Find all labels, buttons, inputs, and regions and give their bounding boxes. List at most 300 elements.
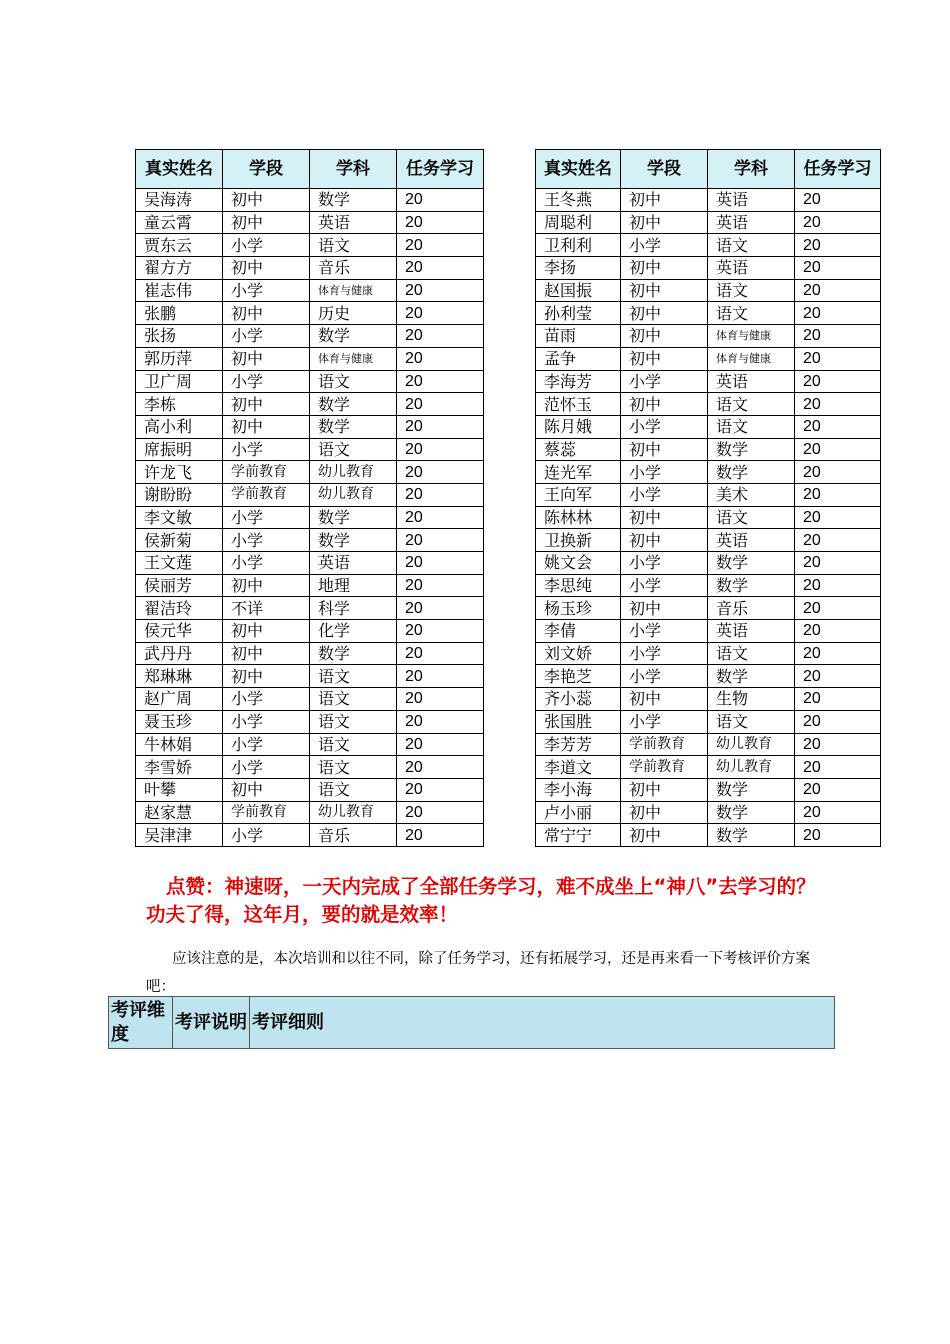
name-cell: 连光军 xyxy=(536,461,621,484)
table-row xyxy=(536,461,881,484)
table-row xyxy=(136,461,484,484)
task-score-cell: 20 xyxy=(397,574,484,597)
table-row xyxy=(536,189,881,212)
stage-cell: 初中 xyxy=(223,642,310,665)
table-row xyxy=(136,778,484,801)
table-row xyxy=(536,801,881,824)
task-score-cell: 20 xyxy=(795,552,881,575)
table-row xyxy=(536,393,881,416)
stage-cell: 初中 xyxy=(223,257,310,280)
task-score-cell: 20 xyxy=(397,506,484,529)
name-cell: 卫广周 xyxy=(136,370,223,393)
stage-cell: 初中 xyxy=(223,665,310,688)
name-cell: 常宁宁 xyxy=(536,824,621,847)
table-row xyxy=(536,574,881,597)
name-cell: 吴海涛 xyxy=(136,189,223,212)
stage-cell: 小学 xyxy=(621,234,708,257)
praise-text: 点赞：神速呀，一天内完成了全部任务学习，难不成坐上“神八”去学习的？功夫了得，这年月，要的就是效率！ xyxy=(146,875,816,926)
stage-cell: 初中 xyxy=(621,189,708,212)
table-row xyxy=(536,325,881,348)
table-row xyxy=(136,529,484,552)
task-score-cell: 20 xyxy=(795,438,881,461)
task-score-cell: 20 xyxy=(795,189,881,212)
task-score-cell: 20 xyxy=(397,370,484,393)
table-row xyxy=(136,801,484,824)
task-score-cell: 20 xyxy=(397,438,484,461)
subject-cell: 生物 xyxy=(708,688,795,711)
stage-cell: 小学 xyxy=(621,665,708,688)
table-row xyxy=(136,325,484,348)
name-cell: 高小利 xyxy=(136,415,223,438)
task-score-cell: 20 xyxy=(397,665,484,688)
stage-cell: 小学 xyxy=(621,710,708,733)
stage-cell: 小学 xyxy=(223,756,310,779)
task-score-cell: 20 xyxy=(795,211,881,234)
subject-cell: 英语 xyxy=(310,211,397,234)
subject-cell: 语文 xyxy=(708,415,795,438)
stage-cell: 初中 xyxy=(223,393,310,416)
task-score-cell: 20 xyxy=(397,189,484,212)
table-row xyxy=(536,824,881,847)
table-row xyxy=(136,756,484,779)
table-row xyxy=(136,189,484,212)
subject-cell: 语文 xyxy=(310,733,397,756)
stage-cell: 小学 xyxy=(223,325,310,348)
subject-cell: 数学 xyxy=(708,778,795,801)
name-cell: 翟洁玲 xyxy=(136,597,223,620)
stage-cell: 初中 xyxy=(621,824,708,847)
stage-cell: 初中 xyxy=(621,438,708,461)
subject-cell: 数学 xyxy=(708,461,795,484)
stage-cell: 初中 xyxy=(621,529,708,552)
subject-cell: 英语 xyxy=(708,529,795,552)
subject-cell: 语文 xyxy=(310,710,397,733)
stage-cell: 学前教育 xyxy=(621,733,708,756)
task-score-cell: 20 xyxy=(795,393,881,416)
stage-cell: 小学 xyxy=(223,370,310,393)
stage-cell: 学前教育 xyxy=(223,801,310,824)
name-cell: 范怀玉 xyxy=(536,393,621,416)
name-cell: 侯元华 xyxy=(136,620,223,643)
name-cell: 卫换新 xyxy=(536,529,621,552)
stage-cell: 初中 xyxy=(621,801,708,824)
name-cell: 翟方方 xyxy=(136,257,223,280)
stage-cell: 学前教育 xyxy=(223,483,310,506)
table-row xyxy=(136,302,484,325)
name-cell: 童云霄 xyxy=(136,211,223,234)
subject-cell: 美术 xyxy=(708,483,795,506)
header-name: 真实姓名 xyxy=(536,150,621,189)
subject-cell: 地理 xyxy=(310,574,397,597)
name-cell: 侯新菊 xyxy=(136,529,223,552)
stage-cell: 小学 xyxy=(223,688,310,711)
header-stage: 学段 xyxy=(621,150,708,189)
task-score-cell: 20 xyxy=(795,529,881,552)
table-row xyxy=(536,733,881,756)
task-score-cell: 20 xyxy=(397,257,484,280)
task-score-cell: 20 xyxy=(397,756,484,779)
name-cell: 李倩 xyxy=(536,620,621,643)
table-row xyxy=(136,211,484,234)
name-cell: 李文敏 xyxy=(136,506,223,529)
subject-cell: 英语 xyxy=(708,211,795,234)
name-cell: 赵广周 xyxy=(136,688,223,711)
table-header-row xyxy=(536,150,881,189)
name-cell: 张国胜 xyxy=(536,710,621,733)
table-row xyxy=(536,234,881,257)
stage-cell: 初中 xyxy=(621,279,708,302)
task-score-cell: 20 xyxy=(397,325,484,348)
stage-cell: 初中 xyxy=(621,257,708,280)
subject-cell: 数学 xyxy=(310,415,397,438)
subject-cell: 音乐 xyxy=(310,824,397,847)
stage-cell: 初中 xyxy=(223,574,310,597)
task-score-cell: 20 xyxy=(795,620,881,643)
task-score-cell: 20 xyxy=(397,415,484,438)
name-cell: 吴津津 xyxy=(136,824,223,847)
table-row xyxy=(136,506,484,529)
task-score-cell: 20 xyxy=(795,710,881,733)
task-score-cell: 20 xyxy=(397,483,484,506)
task-score-cell: 20 xyxy=(795,597,881,620)
stage-cell: 小学 xyxy=(223,234,310,257)
table-row xyxy=(136,552,484,575)
name-cell: 姚文会 xyxy=(536,552,621,575)
name-cell: 张扬 xyxy=(136,325,223,348)
task-score-cell: 20 xyxy=(795,257,881,280)
stage-cell: 初中 xyxy=(621,211,708,234)
subject-cell: 幼儿教育 xyxy=(310,461,397,484)
subject-cell: 语文 xyxy=(708,506,795,529)
subject-cell: 英语 xyxy=(708,257,795,280)
stage-cell: 初中 xyxy=(621,688,708,711)
name-cell: 王冬燕 xyxy=(536,189,621,212)
subject-cell: 语文 xyxy=(310,665,397,688)
task-score-cell: 20 xyxy=(795,688,881,711)
subject-cell: 化学 xyxy=(310,620,397,643)
evaluation-header-row xyxy=(109,997,835,1049)
task-score-cell: 20 xyxy=(795,347,881,370)
table-header-row xyxy=(136,150,484,189)
header-task: 任务学习 xyxy=(397,150,484,189)
table-row xyxy=(536,257,881,280)
name-cell: 王文莲 xyxy=(136,552,223,575)
name-cell: 赵国振 xyxy=(536,279,621,302)
note-text: 应该注意的是，本次培训和以往不同，除了任务学习，还有拓展学习，还是再来看一下考核评价方案吧： xyxy=(146,951,810,995)
task-score-cell: 20 xyxy=(795,801,881,824)
name-cell: 苗雨 xyxy=(536,325,621,348)
stage-cell: 初中 xyxy=(621,506,708,529)
name-cell: 张鹏 xyxy=(136,302,223,325)
name-cell: 卫利利 xyxy=(536,234,621,257)
task-score-cell: 20 xyxy=(397,620,484,643)
table-row xyxy=(536,756,881,779)
subject-cell: 语文 xyxy=(310,688,397,711)
task-score-cell: 20 xyxy=(397,597,484,620)
table-row xyxy=(536,710,881,733)
name-cell: 李海芳 xyxy=(536,370,621,393)
stage-cell: 小学 xyxy=(223,529,310,552)
name-cell: 席振明 xyxy=(136,438,223,461)
header-task: 任务学习 xyxy=(795,150,881,189)
task-score-cell: 20 xyxy=(397,529,484,552)
table-row xyxy=(536,302,881,325)
task-score-cell: 20 xyxy=(795,483,881,506)
name-cell: 孙利莹 xyxy=(536,302,621,325)
stage-cell: 小学 xyxy=(621,620,708,643)
subject-cell: 幼儿教育 xyxy=(708,756,795,779)
subject-cell: 数学 xyxy=(708,801,795,824)
stage-cell: 小学 xyxy=(223,733,310,756)
subject-cell: 数学 xyxy=(310,393,397,416)
table-row xyxy=(536,370,881,393)
task-score-cell: 20 xyxy=(397,211,484,234)
task-score-cell: 20 xyxy=(795,824,881,847)
stage-cell: 小学 xyxy=(621,461,708,484)
stage-cell: 初中 xyxy=(621,325,708,348)
subject-cell: 体育与健康 xyxy=(708,325,795,348)
subject-cell: 语文 xyxy=(310,778,397,801)
task-score-cell: 20 xyxy=(795,370,881,393)
table-row xyxy=(536,438,881,461)
subject-cell: 数学 xyxy=(310,506,397,529)
name-cell: 杨玉珍 xyxy=(536,597,621,620)
name-cell: 陈林林 xyxy=(536,506,621,529)
task-score-cell: 20 xyxy=(397,461,484,484)
subject-cell: 数学 xyxy=(310,642,397,665)
name-cell: 周聪利 xyxy=(536,211,621,234)
subject-cell: 科学 xyxy=(310,597,397,620)
table-row xyxy=(536,415,881,438)
praise-paragraph xyxy=(146,873,826,929)
stage-cell: 小学 xyxy=(621,574,708,597)
task-score-cell: 20 xyxy=(397,733,484,756)
subject-cell: 幼儿教育 xyxy=(310,801,397,824)
stage-cell: 小学 xyxy=(621,415,708,438)
subject-cell: 数学 xyxy=(310,189,397,212)
task-score-cell: 20 xyxy=(397,824,484,847)
table-row xyxy=(136,597,484,620)
name-cell: 李小海 xyxy=(536,778,621,801)
subject-cell: 数学 xyxy=(708,665,795,688)
task-score-cell: 20 xyxy=(795,665,881,688)
task-score-cell: 20 xyxy=(795,506,881,529)
name-cell: 蔡蕊 xyxy=(536,438,621,461)
task-score-cell: 20 xyxy=(397,552,484,575)
table-row xyxy=(536,506,881,529)
stage-cell: 初中 xyxy=(621,347,708,370)
task-score-cell: 20 xyxy=(397,279,484,302)
eval-header-description: 考评说明 xyxy=(173,997,250,1049)
table-row xyxy=(136,620,484,643)
name-cell: 武丹丹 xyxy=(136,642,223,665)
name-cell: 李艳芝 xyxy=(536,665,621,688)
subject-cell: 数学 xyxy=(708,438,795,461)
stage-cell: 小学 xyxy=(223,824,310,847)
table-row xyxy=(136,370,484,393)
name-cell: 赵家慧 xyxy=(136,801,223,824)
table-row xyxy=(536,279,881,302)
task-score-cell: 20 xyxy=(795,461,881,484)
header-stage: 学段 xyxy=(223,150,310,189)
name-cell: 聂玉珍 xyxy=(136,710,223,733)
note-paragraph xyxy=(146,945,816,1001)
header-name: 真实姓名 xyxy=(136,150,223,189)
stage-cell: 小学 xyxy=(223,506,310,529)
subject-cell: 英语 xyxy=(708,620,795,643)
table-row xyxy=(536,778,881,801)
stage-cell: 初中 xyxy=(223,302,310,325)
table-row xyxy=(136,665,484,688)
subject-cell: 语文 xyxy=(708,393,795,416)
stage-cell: 不详 xyxy=(223,597,310,620)
name-cell: 郭历萍 xyxy=(136,347,223,370)
table-row xyxy=(136,688,484,711)
subject-cell: 体育与健康 xyxy=(310,347,397,370)
task-score-cell: 20 xyxy=(795,756,881,779)
table-row xyxy=(536,211,881,234)
stage-cell: 初中 xyxy=(223,189,310,212)
subject-cell: 数学 xyxy=(708,552,795,575)
stage-cell: 小学 xyxy=(223,552,310,575)
task-score-cell: 20 xyxy=(397,642,484,665)
table-row xyxy=(136,438,484,461)
stage-cell: 小学 xyxy=(223,710,310,733)
subject-cell: 语文 xyxy=(310,438,397,461)
name-cell: 侯丽芳 xyxy=(136,574,223,597)
name-cell: 李道文 xyxy=(536,756,621,779)
stage-cell: 小学 xyxy=(621,483,708,506)
task-score-cell: 20 xyxy=(795,325,881,348)
table-row xyxy=(536,688,881,711)
task-score-cell: 20 xyxy=(795,415,881,438)
stage-cell: 初中 xyxy=(223,347,310,370)
subject-cell: 语文 xyxy=(708,710,795,733)
table-row xyxy=(536,552,881,575)
stage-cell: 初中 xyxy=(223,778,310,801)
stage-cell: 小学 xyxy=(621,642,708,665)
task-score-cell: 20 xyxy=(795,574,881,597)
subject-cell: 数学 xyxy=(310,529,397,552)
name-cell: 刘文娇 xyxy=(536,642,621,665)
task-score-cell: 20 xyxy=(795,642,881,665)
eval-header-rules: 考评细则 xyxy=(250,997,835,1049)
subject-cell: 语文 xyxy=(708,302,795,325)
subject-cell: 数学 xyxy=(708,574,795,597)
stage-cell: 初中 xyxy=(223,415,310,438)
name-cell: 谢盼盼 xyxy=(136,483,223,506)
subject-cell: 语文 xyxy=(708,234,795,257)
table-row xyxy=(536,347,881,370)
name-cell: 李栋 xyxy=(136,393,223,416)
task-score-cell: 20 xyxy=(397,393,484,416)
table-row xyxy=(136,574,484,597)
roster-table-right xyxy=(535,149,881,847)
name-cell: 李思纯 xyxy=(536,574,621,597)
name-cell: 齐小蕊 xyxy=(536,688,621,711)
stage-cell: 初中 xyxy=(223,620,310,643)
subject-cell: 语文 xyxy=(708,642,795,665)
name-cell: 叶攀 xyxy=(136,778,223,801)
table-row xyxy=(136,483,484,506)
stage-cell: 初中 xyxy=(223,211,310,234)
name-cell: 孟争 xyxy=(536,347,621,370)
stage-cell: 学前教育 xyxy=(223,461,310,484)
stage-cell: 初中 xyxy=(621,302,708,325)
subject-cell: 英语 xyxy=(310,552,397,575)
name-cell: 王向军 xyxy=(536,483,621,506)
task-score-cell: 20 xyxy=(397,234,484,257)
name-cell: 李雪娇 xyxy=(136,756,223,779)
roster-table-left xyxy=(135,149,484,847)
subject-cell: 体育与健康 xyxy=(708,347,795,370)
subject-cell: 体育与健康 xyxy=(310,279,397,302)
subject-cell: 英语 xyxy=(708,370,795,393)
stage-cell: 小学 xyxy=(223,279,310,302)
task-score-cell: 20 xyxy=(397,302,484,325)
name-cell: 牛林娟 xyxy=(136,733,223,756)
name-cell: 郑琳琳 xyxy=(136,665,223,688)
subject-cell: 音乐 xyxy=(708,597,795,620)
table-row xyxy=(136,347,484,370)
name-cell: 许龙飞 xyxy=(136,461,223,484)
subject-cell: 英语 xyxy=(708,189,795,212)
table-row xyxy=(536,620,881,643)
subject-cell: 历史 xyxy=(310,302,397,325)
task-score-cell: 20 xyxy=(397,801,484,824)
header-subject: 学科 xyxy=(708,150,795,189)
task-score-cell: 20 xyxy=(795,234,881,257)
task-score-cell: 20 xyxy=(795,778,881,801)
stage-cell: 小学 xyxy=(621,370,708,393)
subject-cell: 语文 xyxy=(310,756,397,779)
table-row xyxy=(536,665,881,688)
table-row xyxy=(136,279,484,302)
table-row xyxy=(136,733,484,756)
stage-cell: 初中 xyxy=(621,393,708,416)
name-cell: 贾东云 xyxy=(136,234,223,257)
table-row xyxy=(536,642,881,665)
name-cell: 崔志伟 xyxy=(136,279,223,302)
subject-cell: 幼儿教育 xyxy=(708,733,795,756)
table-row xyxy=(136,393,484,416)
table-row xyxy=(136,824,484,847)
subject-cell: 数学 xyxy=(708,824,795,847)
table-row xyxy=(536,483,881,506)
name-cell: 卢小丽 xyxy=(536,801,621,824)
task-score-cell: 20 xyxy=(795,279,881,302)
eval-header-dimension: 考评维度 xyxy=(109,997,173,1049)
subject-cell: 语文 xyxy=(310,370,397,393)
stage-cell: 小学 xyxy=(621,552,708,575)
task-score-cell: 20 xyxy=(397,347,484,370)
name-cell: 陈月娥 xyxy=(536,415,621,438)
subject-cell: 音乐 xyxy=(310,257,397,280)
task-score-cell: 20 xyxy=(795,733,881,756)
task-score-cell: 20 xyxy=(397,710,484,733)
name-cell: 李芳芳 xyxy=(536,733,621,756)
table-row xyxy=(136,415,484,438)
subject-cell: 语文 xyxy=(708,279,795,302)
task-score-cell: 20 xyxy=(397,688,484,711)
table-row xyxy=(136,710,484,733)
stage-cell: 小学 xyxy=(223,438,310,461)
subject-cell: 数学 xyxy=(310,325,397,348)
stage-cell: 初中 xyxy=(621,778,708,801)
table-row xyxy=(136,257,484,280)
table-row xyxy=(136,642,484,665)
stage-cell: 学前教育 xyxy=(621,756,708,779)
